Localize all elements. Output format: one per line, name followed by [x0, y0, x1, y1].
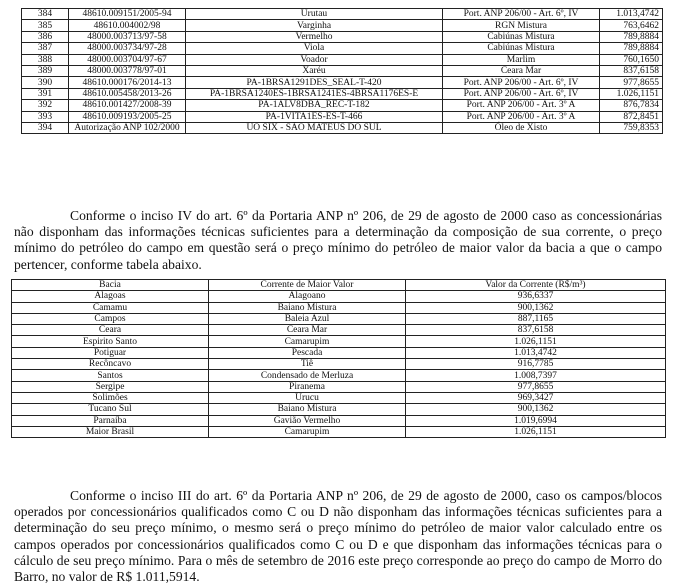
stream-name: Ceara Mar	[209, 325, 406, 336]
row-number: 393	[22, 111, 69, 122]
price-value: 837,6158	[600, 65, 663, 76]
basin-name: Camamu	[12, 302, 209, 313]
basin-name: Alagoas	[12, 291, 209, 302]
stream-name: Piranema	[209, 381, 406, 392]
row-number: 386	[22, 31, 69, 42]
table-row	[12, 404, 666, 415]
table-row	[12, 336, 666, 347]
row-number: 384	[22, 9, 69, 20]
table-row	[22, 122, 663, 133]
stream-name: Tiê	[209, 359, 406, 370]
table-row	[12, 325, 666, 336]
price-value: 759,8353	[600, 122, 663, 133]
process-number: 48000.003713/97-58	[69, 31, 186, 42]
price-reference: Port. ANP 206/00 - Art. 3º A	[443, 111, 600, 122]
table-row	[22, 43, 663, 54]
table-row	[12, 381, 666, 392]
stream-name: Condensado de Merluza	[209, 370, 406, 381]
price-value: 977,8655	[600, 77, 663, 88]
table-row	[22, 88, 663, 99]
field-name: Voador	[186, 54, 443, 65]
process-number: 48000.003734/97-28	[69, 43, 186, 54]
basin-name: Ceara	[12, 325, 209, 336]
table-row	[22, 9, 663, 20]
field-name: Vermelho	[186, 31, 443, 42]
price-reference: Cabiúnas Mistura	[443, 43, 600, 54]
field-name: PA-1BRSA1291DES_SEAL-T-420	[186, 77, 443, 88]
price-value: 789,8884	[600, 31, 663, 42]
stream-value: 936,6337	[406, 291, 666, 302]
table-row	[22, 20, 663, 31]
stream-value: 977,8655	[406, 381, 666, 392]
process-number: 48000.003704/97-67	[69, 54, 186, 65]
row-number: 387	[22, 43, 69, 54]
price-value: 1.013,4742	[600, 9, 663, 20]
table-row	[12, 426, 666, 437]
process-number: 48610.001427/2008-39	[69, 100, 186, 111]
process-number: 48610.004002/98	[69, 20, 186, 31]
row-number: 391	[22, 88, 69, 99]
row-number: 392	[22, 100, 69, 111]
basin-name: Parnaíba	[12, 415, 209, 426]
basin-name: Santos	[12, 370, 209, 381]
basin-name: Recôncavo	[12, 359, 209, 370]
fields-price-table-body	[22, 9, 663, 134]
table-row	[12, 347, 666, 358]
table-row	[12, 302, 666, 313]
price-reference: Port. ANP 206/00 - Art. 3º A	[443, 100, 600, 111]
process-number: 48610.009151/2005-94	[69, 9, 186, 20]
stream-name: Camarupim	[209, 336, 406, 347]
table-row	[22, 54, 663, 65]
price-value: 760,1650	[600, 54, 663, 65]
field-name: Viola	[186, 43, 443, 54]
row-number: 394	[22, 122, 69, 133]
table-row	[12, 415, 666, 426]
price-value: 876,7834	[600, 100, 663, 111]
price-value: 789,8884	[600, 43, 663, 54]
process-number: Autorização ANP 102/2000	[69, 122, 186, 133]
row-number: 389	[22, 65, 69, 76]
process-number: 48610.000176/2014-13	[69, 77, 186, 88]
basin-name: Espirito Santo	[12, 336, 209, 347]
price-reference: Ceara Mar	[443, 65, 600, 76]
stream-value: 1.026,1151	[406, 426, 666, 437]
stream-value: 1.019,6994	[406, 415, 666, 426]
stream-value: 1.026,1151	[406, 336, 666, 347]
basin-price-table	[11, 279, 666, 438]
price-reference: Port. ANP 206/00 - Art. 6º, IV	[443, 77, 600, 88]
price-reference: Port. ANP 206/00 - Art. 6º, IV	[443, 88, 600, 99]
price-reference: Marlim	[443, 54, 600, 65]
stream-value: 969,3427	[406, 392, 666, 403]
basin-table-header-row	[12, 280, 666, 291]
field-name: Xaréu	[186, 65, 443, 76]
stream-value: 887,1165	[406, 313, 666, 324]
row-number: 388	[22, 54, 69, 65]
row-number: 390	[22, 77, 69, 88]
field-name: Varginha	[186, 20, 443, 31]
stream-name: Camarupim	[209, 426, 406, 437]
paragraph-inciso-iv: Conforme o inciso IV do art. 6º da Portaria ANP nº 206, de 29 de agosto de 2000 caso as concessionárias não disponham das informações técnicas suficientes para a determinação da composição de sua corrente, o preço mínimo do petróleo do campo em questão será o preço mínimo do petróleo de maior valor da bacia a que o campo pertencer, conforme tabela abaixo.	[14, 208, 662, 272]
stream-value: 900,1362	[406, 404, 666, 415]
table-row	[22, 111, 663, 122]
field-name: Urutau	[186, 9, 443, 20]
row-number: 385	[22, 20, 69, 31]
price-reference: RGN Mistura	[443, 20, 600, 31]
table-row	[22, 31, 663, 42]
stream-name: Gavião Vermelho	[209, 415, 406, 426]
stream-value: 1.008,7397	[406, 370, 666, 381]
basin-name: Sergipe	[12, 381, 209, 392]
field-name: PA-1VITA1ES-ES-T-466	[186, 111, 443, 122]
header-basin: Bacia	[12, 280, 209, 291]
basin-name: Solimões	[12, 392, 209, 403]
stream-value: 900,1362	[406, 302, 666, 313]
price-reference: Óleo de Xisto	[443, 122, 600, 133]
table-row	[12, 370, 666, 381]
stream-name: Pescada	[209, 347, 406, 358]
stream-name: Baiano Mistura	[209, 302, 406, 313]
basin-name: Potiguar	[12, 347, 209, 358]
process-number: 48610.005458/2013-26	[69, 88, 186, 99]
stream-name: Baiano Mistura	[209, 404, 406, 415]
header-value: Valor da Corrente (R$/m³)	[406, 280, 666, 291]
process-number: 48610.009193/2005-25	[69, 111, 186, 122]
stream-name: Urucu	[209, 392, 406, 403]
table-row	[12, 291, 666, 302]
fields-price-table	[21, 8, 663, 134]
basin-name: Campos	[12, 313, 209, 324]
stream-name: Alagoano	[209, 291, 406, 302]
paragraph-inciso-iii: Conforme o inciso III do art. 6º da Portaria ANP nº 206, de 29 de agosto de 2000, caso os campos/blocos operados por concessionários qualificados como C ou D não disponham das informações técnicas suficientes para a determinação do seu preço mínimo, o mesmo será o preço mínimo do petróleo de maior valor calculado entre os campos operados por concessionários qualificados como C ou D e que disponham das informações técnicas para o cálculo de seu preço mínimo. Para o mês de setembro de 2016 este preço corresponde ao preço do campo de Morro do Barro, no valor de R$ 1.011,5914.	[14, 488, 662, 585]
price-value: 872,8451	[600, 111, 663, 122]
table-row	[12, 313, 666, 324]
stream-value: 916,7785	[406, 359, 666, 370]
process-number: 48000.003778/97-01	[69, 65, 186, 76]
price-value: 763,6462	[600, 20, 663, 31]
field-name: PA-1ALV8DBA_REC-T-182	[186, 100, 443, 111]
table-row	[12, 392, 666, 403]
field-name: UO SIX - SÃO MATEUS DO SUL	[186, 122, 443, 133]
field-name: PA-1BRSA1240ES-1BRSA1241ES-4BRSA1176ES-E	[186, 88, 443, 99]
price-value: 1.026,1151	[600, 88, 663, 99]
price-reference: Port. ANP 206/00 - Art. 6º, IV	[443, 9, 600, 20]
basin-name: Maior Brasil	[12, 426, 209, 437]
stream-value: 837,6158	[406, 325, 666, 336]
table-row	[22, 65, 663, 76]
table-row	[22, 100, 663, 111]
header-stream: Corrente de Maior Valor	[209, 280, 406, 291]
table-row	[12, 359, 666, 370]
price-reference: Cabiúnas Mistura	[443, 31, 600, 42]
stream-name: Baleia Azul	[209, 313, 406, 324]
basin-name: Tucano Sul	[12, 404, 209, 415]
stream-value: 1.013,4742	[406, 347, 666, 358]
basin-price-table-body	[12, 291, 666, 438]
table-row	[22, 77, 663, 88]
